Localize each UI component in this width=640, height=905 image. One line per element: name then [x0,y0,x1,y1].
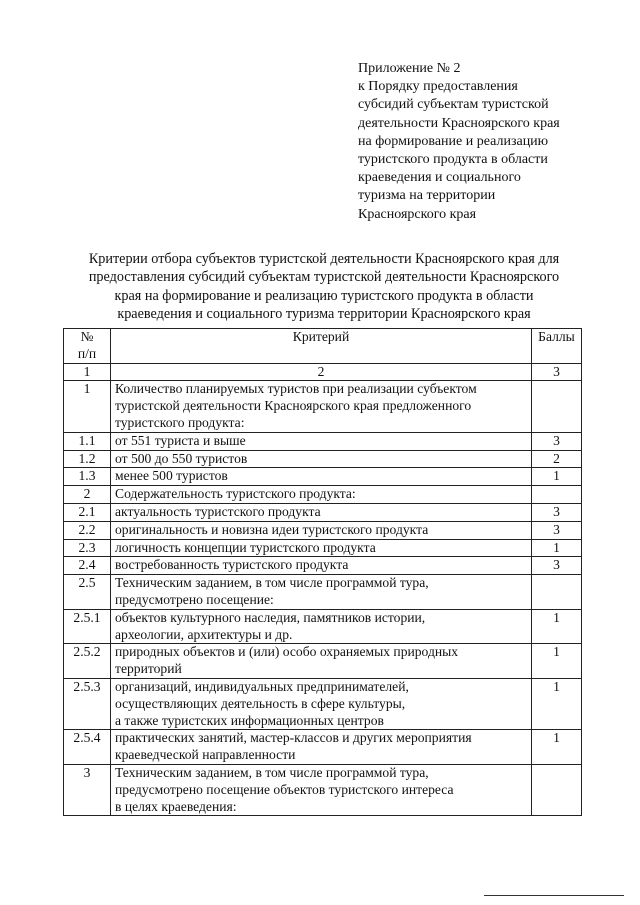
criterion-line: туристской деятельности Красноярского края предложенного [115,398,472,414]
row-criterion [111,764,532,815]
row-points: 1 [532,730,582,765]
row-points [532,486,582,504]
table-row [64,644,582,679]
table-row [64,609,582,644]
criterion-line: Содержательность туристского продукта: [115,486,356,502]
row-points [532,381,582,432]
row-points: 1 [532,678,582,729]
row-criterion [111,486,532,504]
row-points: 1 [532,539,582,557]
row-points [532,764,582,815]
criterion-line: краеведческой направленности [115,747,296,763]
criterion-line: организаций, индивидуальных предпринимателей, [115,678,409,694]
row-number: 3 [64,764,111,815]
row-points: 3 [532,557,582,575]
row-criterion [111,468,532,486]
table-row [64,503,582,521]
appendix-line: туристского продукта в области [358,152,548,168]
appendix-line: субсидий субъектам туристской [358,97,549,113]
table-row [64,678,582,729]
column-number: 3 [532,363,582,381]
row-points: 3 [532,503,582,521]
row-criterion [111,539,532,557]
row-number: 2.5.3 [64,678,111,729]
table-row [64,521,582,539]
heading-line: Критерии отбора субъектов туристской деятельности Красноярского края для [88,251,560,267]
table-row [64,557,582,575]
row-number: 2.2 [64,521,111,539]
column-number: 1 [64,363,111,381]
criteria-body [64,381,582,816]
row-criterion [111,432,532,450]
heading-line: предоставления субсидий субъектам туристской деятельности Красноярского [88,269,560,286]
bottom-rule [484,895,624,896]
row-number: 2.5.1 [64,609,111,644]
table-row [64,764,582,815]
table-row [64,575,582,610]
criterion-line: логичность концепции туристского продукта [115,539,376,555]
criterion-line: природных объектов и (или) особо охраняемых природных [115,644,459,660]
row-number: 2.5.4 [64,730,111,765]
criterion-line: Количество планируемых туристов при реализации субъектом [115,381,477,397]
header-number-line: № [80,329,94,344]
row-criterion [111,609,532,644]
row-criterion [111,730,532,765]
appendix-line: на формирование и реализацию [358,133,549,149]
criteria-table [63,328,582,816]
table-row [64,539,582,557]
row-criterion [111,381,532,432]
appendix-block [358,60,608,224]
criterion-line: от 551 туриста и выше [115,432,246,448]
criterion-line: от 500 до 550 туристов [115,450,248,466]
criterion-line: осуществляющих деятельность в сфере культуры, [115,695,406,711]
row-number: 2.5 [64,575,111,610]
table-header-row [64,329,582,364]
column-number: 2 [111,363,532,381]
appendix-line: Красноярского края [358,206,477,222]
row-criterion [111,450,532,468]
criterion-line: предусмотрено посещение: [115,591,274,607]
criterion-line: Техническим заданием, в том числе программой тура, [115,575,429,591]
appendix-line: туризма на территории [358,188,496,204]
row-criterion [111,557,532,575]
table-row [64,381,582,432]
criterion-line: оригинальность и новизна идеи туристского продукта [115,521,429,537]
row-number: 1.3 [64,468,111,486]
column-number-row [64,363,582,381]
row-points: 3 [532,521,582,539]
criterion-line: предусмотрено посещение объектов туристского интереса [115,781,454,797]
criterion-line: менее 500 туристов [115,468,228,484]
row-points: 1 [532,644,582,679]
criterion-line: практических занятий, мастер-классов и других мероприятия [115,730,472,746]
row-points [532,575,582,610]
criterion-line: туристского продукта: [115,414,245,430]
header-points: Баллы [532,329,582,364]
row-criterion [111,644,532,679]
row-criterion [111,503,532,521]
row-number: 1.1 [64,432,111,450]
heading-line: краеведения и социального туризма территории Красноярского края [117,305,531,322]
row-number: 2.1 [64,503,111,521]
criterion-line: территорий [115,661,182,677]
heading-line: края на формирование и реализацию туристского продукта в области [114,287,534,304]
table-row [64,486,582,504]
row-number: 2.5.2 [64,644,111,679]
table-row [64,730,582,765]
criterion-line: Техническим заданием, в том числе программой тура, [115,764,429,780]
row-number: 1.2 [64,450,111,468]
header-criterion: Критерий [111,329,532,364]
row-points: 1 [532,468,582,486]
row-points: 2 [532,450,582,468]
row-points: 3 [532,432,582,450]
appendix-line: Приложение № 2 [358,61,461,76]
header-number [64,329,111,364]
table-row [64,468,582,486]
row-number: 2.4 [64,557,111,575]
criterion-line: археологии, архитектуры и др. [115,626,293,642]
criterion-line: актуальность туристского продукта [115,503,321,519]
criterion-line: востребованность туристского продукта [115,557,349,573]
row-number: 2.3 [64,539,111,557]
table-row [64,432,582,450]
document-heading [64,250,584,323]
appendix-line: краеведения и социального [358,170,521,186]
row-criterion [111,575,532,610]
appendix-line: к Порядку предоставления [358,79,518,95]
criterion-line: а также туристских информационных центров [115,712,384,728]
row-number: 1 [64,381,111,432]
criterion-line: объектов культурного наследия, памятников истории, [115,609,426,625]
row-number: 2 [64,486,111,504]
header-number-line: п/п [77,345,97,361]
row-points: 1 [532,609,582,644]
row-criterion [111,678,532,729]
table-row [64,450,582,468]
row-criterion [111,521,532,539]
criterion-line: в целях краеведения: [115,798,237,814]
appendix-line: деятельности Красноярского края [358,115,560,131]
